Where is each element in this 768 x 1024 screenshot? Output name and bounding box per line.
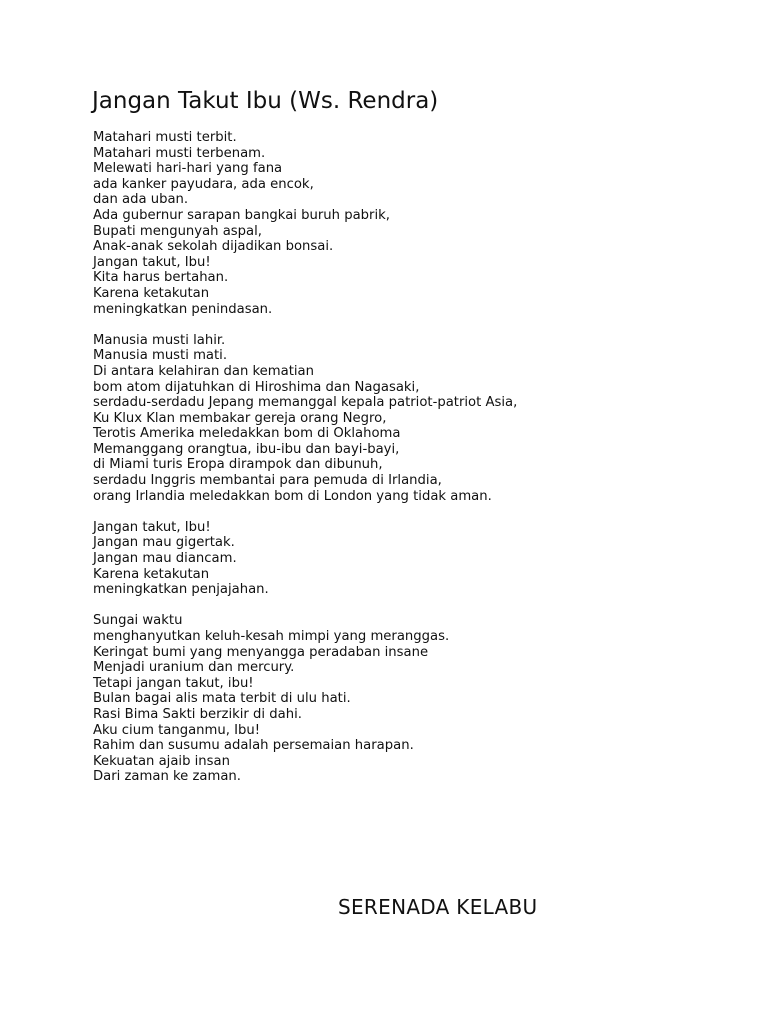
- poem-line: Melewati hari-hari yang fana: [93, 161, 283, 177]
- poem-line: Matahari musti terbit.: [93, 130, 237, 145]
- poem-line: serdadu Inggris membantai para pemuda di Irlandia,: [93, 473, 442, 489]
- poem-line: Matahari musti terbenam.: [93, 145, 266, 161]
- poem-line: Jangan mau gigertak.: [93, 535, 235, 551]
- poem-line: Di antara kelahiran dan kematian: [93, 363, 314, 379]
- poem-line: Anak-anak sekolah dijadikan bonsai.: [93, 239, 334, 255]
- poem-line: Memanggang orangtua, ibu-ibu dan bayi-bayi,: [93, 441, 400, 457]
- poem-line: Menjadi uranium dan mercury.: [93, 660, 295, 676]
- poem-line: Manusia musti mati.: [93, 348, 228, 364]
- next-poem-heading: SERENADA KELABU: [338, 895, 538, 919]
- poem-line: Karena ketakutan: [93, 566, 210, 582]
- poem-line: Manusia musti lahir.: [93, 332, 226, 348]
- poem-line: Bupati mengunyah aspal,: [93, 223, 262, 239]
- poem-title: Jangan Takut Ibu (Ws. Rendra): [92, 88, 439, 114]
- poem-line: Jangan takut, Ibu!: [93, 519, 211, 535]
- poem-line: ada kanker payudara, ada encok,: [93, 176, 314, 192]
- stanza-1: [93, 130, 733, 317]
- poem-line: Aku cium tanganmu, Ibu!: [93, 722, 261, 738]
- stanza-3: [93, 520, 733, 598]
- poem-line: Jangan takut, Ibu!: [93, 254, 211, 270]
- poem-line: Rahim dan susumu adalah persemaian harapan.: [93, 738, 414, 754]
- poem-line: Jangan mau diancam.: [93, 551, 237, 567]
- poem-line: Sungai waktu: [93, 613, 183, 629]
- poem-line: Bulan bagai alis mata terbit di ulu hati.: [93, 691, 351, 707]
- poem-line: Tetapi jangan takut, ibu!: [93, 675, 254, 691]
- stanza-2: [93, 333, 733, 505]
- poem-line: Ada gubernur sarapan bangkai buruh pabrik,: [93, 207, 390, 223]
- poem-line: Rasi Bima Sakti berzikir di dahi.: [93, 706, 302, 722]
- poem-body: [93, 130, 733, 801]
- stanza-4: [93, 613, 733, 785]
- poem-line: orang Irlandia meledakkan bom di London yang tidak aman.: [93, 488, 492, 504]
- poem-line: di Miami turis Eropa dirampok dan dibunuh,: [93, 457, 383, 473]
- poem-line: serdadu-serdadu Jepang memanggal kepala patriot-patriot Asia,: [93, 395, 518, 411]
- poem-line: Dari zaman ke zaman.: [93, 769, 241, 785]
- poem-line: meningkatkan penindasan.: [93, 301, 273, 317]
- poem-line: meningkatkan penjajahan.: [93, 582, 269, 598]
- poem-line: Terotis Amerika meledakkan bom di Oklahoma: [93, 426, 401, 442]
- poem-line: Keringat bumi yang menyangga peradaban insane: [93, 644, 429, 660]
- poem-line: Ku Klux Klan membakar gereja orang Negro,: [93, 410, 387, 426]
- poem-line: dan ada uban.: [93, 192, 189, 208]
- poem-line: Kita harus bertahan.: [93, 270, 229, 286]
- poem-line: Kekuatan ajaib insan: [93, 753, 230, 769]
- poem-line: Karena ketakutan: [93, 285, 210, 301]
- poem-line: bom atom dijatuhkan di Hiroshima dan Nagasaki,: [93, 379, 420, 395]
- poem-line: menghanyutkan keluh-kesah mimpi yang meranggas.: [93, 629, 450, 644]
